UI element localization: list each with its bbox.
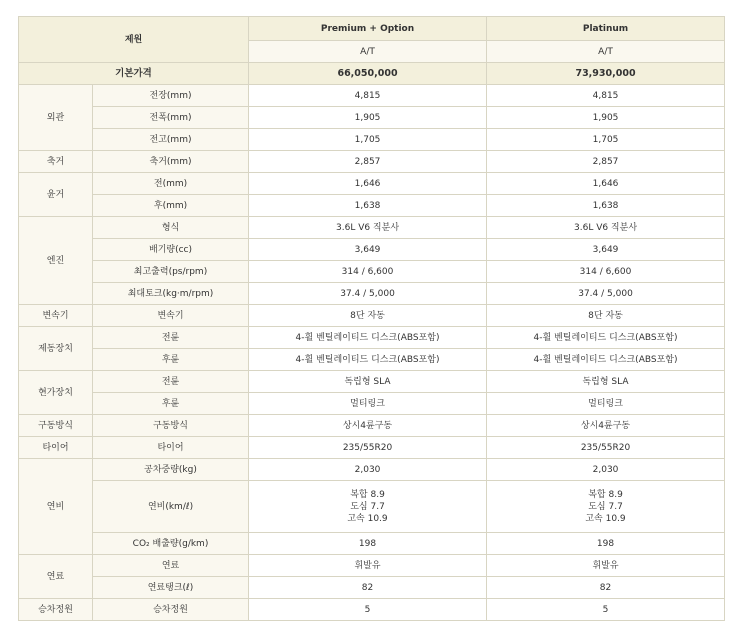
table-row xyxy=(19,283,725,305)
spec-item-label: 최대토크(kg·m/rpm) xyxy=(93,283,249,305)
value-platinum: 37.4 / 5,000 xyxy=(487,283,725,305)
spec-item-label: 구동방식 xyxy=(93,415,249,437)
fuel-economy-line: 도심 7.7 xyxy=(588,501,623,512)
base-price-platinum: 73,930,000 xyxy=(487,63,725,85)
table-row xyxy=(19,129,725,151)
category-label: 현가장치 xyxy=(19,371,93,415)
value-platinum: 82 xyxy=(487,577,725,599)
value-premium: 8단 자동 xyxy=(249,305,487,327)
value-platinum: 3,649 xyxy=(487,239,725,261)
category-label: 축거 xyxy=(19,151,93,173)
table-row xyxy=(19,151,725,173)
fuel-economy-line: 고속 10.9 xyxy=(585,513,626,524)
value-platinum: 2,857 xyxy=(487,151,725,173)
value-platinum: 휘발유 xyxy=(487,555,725,577)
value-platinum: 1,646 xyxy=(487,173,725,195)
spec-item-label: 최고출력(ps/rpm) xyxy=(93,261,249,283)
table-row xyxy=(19,239,725,261)
category-label: 연비 xyxy=(19,459,93,555)
table-row xyxy=(19,371,725,393)
value-platinum: 4,815 xyxy=(487,85,725,107)
value-premium: 3.6L V6 직분사 xyxy=(249,217,487,239)
spec-item-label: 전륜 xyxy=(93,327,249,349)
category-label: 연료 xyxy=(19,555,93,599)
spec-item-label: 형식 xyxy=(93,217,249,239)
table-row xyxy=(19,393,725,415)
value-premium: 1,638 xyxy=(249,195,487,217)
value-platinum: 상시4륜구동 xyxy=(487,415,725,437)
table-row xyxy=(19,173,725,195)
category-label: 제동장치 xyxy=(19,327,93,371)
value-platinum: 1,905 xyxy=(487,107,725,129)
value-premium: 37.4 / 5,000 xyxy=(249,283,487,305)
spec-item-label: 전륜 xyxy=(93,371,249,393)
table-row xyxy=(19,415,725,437)
value-platinum: 4-휠 벤틸레이티드 디스크(ABS포함) xyxy=(487,327,725,349)
transmission-premium: A/T xyxy=(249,41,487,63)
value-platinum: 235/55R20 xyxy=(487,437,725,459)
table-row xyxy=(19,195,725,217)
value-premium: 5 xyxy=(249,599,487,621)
value-platinum: 1,705 xyxy=(487,129,725,151)
spec-item-label: 연료 xyxy=(93,555,249,577)
category-label: 구동방식 xyxy=(19,415,93,437)
spec-item-label: 축거(mm) xyxy=(93,151,249,173)
spec-table xyxy=(18,16,725,621)
spec-item-label: 배기량(cc) xyxy=(93,239,249,261)
spec-item-label: 후(mm) xyxy=(93,195,249,217)
value-premium: 198 xyxy=(249,533,487,555)
table-row xyxy=(19,555,725,577)
value-premium: 4-휠 벤틸레이티드 디스크(ABS포함) xyxy=(249,327,487,349)
spec-item-label: 전폭(mm) xyxy=(93,107,249,129)
table-row xyxy=(19,577,725,599)
fuel-economy-line: 복합 8.9 xyxy=(350,489,385,500)
fuel-economy-line: 고속 10.9 xyxy=(347,513,388,524)
spec-item-label: 전(mm) xyxy=(93,173,249,195)
transmission-platinum: A/T xyxy=(487,41,725,63)
spec-table-container xyxy=(18,16,724,626)
value-platinum: 1,638 xyxy=(487,195,725,217)
value-premium: 4,815 xyxy=(249,85,487,107)
value-platinum: 멀티링크 xyxy=(487,393,725,415)
category-label: 승차정원 xyxy=(19,599,93,621)
value-premium: 2,030 xyxy=(249,459,487,481)
category-label: 변속기 xyxy=(19,305,93,327)
spec-item-label: 연비(km/ℓ) xyxy=(93,481,249,533)
value-platinum: 198 xyxy=(487,533,725,555)
category-label: 엔진 xyxy=(19,217,93,305)
value-platinum: 2,030 xyxy=(487,459,725,481)
spec-item-label: 공차중량(kg) xyxy=(93,459,249,481)
value-premium: 휘발유 xyxy=(249,555,487,577)
spec-item-label: 연료탱크(ℓ) xyxy=(93,577,249,599)
table-row xyxy=(19,437,725,459)
fuel-economy-line: 복합 8.9 xyxy=(588,489,623,500)
value-premium: 상시4륜구동 xyxy=(249,415,487,437)
value-platinum: 5 xyxy=(487,599,725,621)
spec-item-label: 후륜 xyxy=(93,349,249,371)
value-platinum: 4-휠 벤틸레이티드 디스크(ABS포함) xyxy=(487,349,725,371)
value-platinum: 독립형 SLA xyxy=(487,371,725,393)
value-premium: 1,905 xyxy=(249,107,487,129)
value-platinum xyxy=(487,481,725,533)
value-premium: 2,857 xyxy=(249,151,487,173)
value-premium: 1,705 xyxy=(249,129,487,151)
value-premium xyxy=(249,481,487,533)
fuel-economy-line: 도심 7.7 xyxy=(350,501,385,512)
table-row xyxy=(19,533,725,555)
table-row xyxy=(19,305,725,327)
base-price-label: 기본가격 xyxy=(19,63,249,85)
table-row xyxy=(19,217,725,239)
spec-item-label: 타이어 xyxy=(93,437,249,459)
spec-item-label: 변속기 xyxy=(93,305,249,327)
value-platinum: 314 / 6,600 xyxy=(487,261,725,283)
value-platinum: 3.6L V6 직분사 xyxy=(487,217,725,239)
category-label: 외관 xyxy=(19,85,93,151)
value-premium: 314 / 6,600 xyxy=(249,261,487,283)
category-label: 윤거 xyxy=(19,173,93,217)
value-premium: 3,649 xyxy=(249,239,487,261)
value-premium: 4-휠 벤틸레이티드 디스크(ABS포함) xyxy=(249,349,487,371)
spec-item-label: 전고(mm) xyxy=(93,129,249,151)
table-row xyxy=(19,107,725,129)
table-row xyxy=(19,85,725,107)
spec-item-label: 전장(mm) xyxy=(93,85,249,107)
trim-header-premium: Premium + Option xyxy=(249,17,487,41)
table-row xyxy=(19,459,725,481)
table-row xyxy=(19,349,725,371)
value-premium: 82 xyxy=(249,577,487,599)
trim-header-platinum: Platinum xyxy=(487,17,725,41)
table-row xyxy=(19,327,725,349)
category-label: 타이어 xyxy=(19,437,93,459)
value-premium: 235/55R20 xyxy=(249,437,487,459)
spec-item-label: 후륜 xyxy=(93,393,249,415)
table-row xyxy=(19,261,725,283)
value-platinum: 8단 자동 xyxy=(487,305,725,327)
value-premium: 1,646 xyxy=(249,173,487,195)
value-premium: 멀티링크 xyxy=(249,393,487,415)
value-premium: 독립형 SLA xyxy=(249,371,487,393)
table-row xyxy=(19,481,725,533)
spec-header: 제원 xyxy=(19,17,249,63)
spec-item-label: 승차정원 xyxy=(93,599,249,621)
spec-item-label: CO₂ 배출량(g/km) xyxy=(93,533,249,555)
table-row xyxy=(19,599,725,621)
base-price-premium: 66,050,000 xyxy=(249,63,487,85)
